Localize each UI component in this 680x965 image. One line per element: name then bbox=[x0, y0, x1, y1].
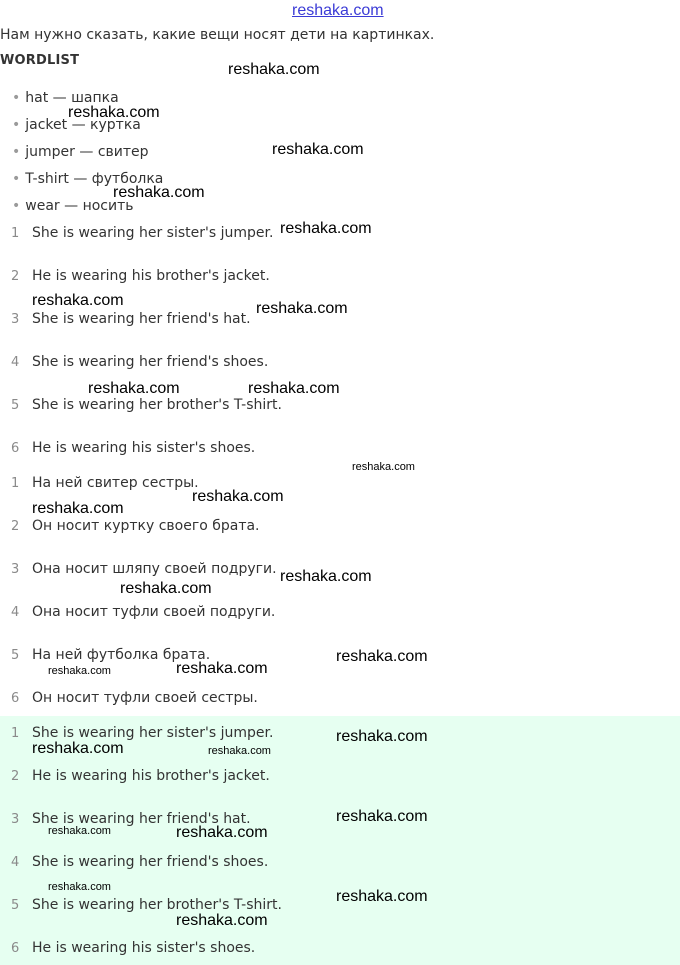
english-sentence: She is wearing her brother's T-shirt. bbox=[32, 397, 282, 413]
wordlist-item: • wear — носить bbox=[12, 198, 134, 214]
watermark: reshaka.com bbox=[48, 665, 111, 677]
item-number: 5 bbox=[11, 398, 20, 413]
english-sentence: He is wearing his sister's shoes. bbox=[32, 440, 256, 456]
item-number: 1 bbox=[11, 726, 20, 741]
watermark: reshaka.com bbox=[32, 500, 124, 517]
watermark: reshaka.com bbox=[280, 220, 372, 237]
item-number: 3 bbox=[11, 562, 20, 577]
bullet-icon: • bbox=[12, 171, 21, 187]
watermark: reshaka.com bbox=[68, 104, 160, 121]
watermark: reshaka.com bbox=[336, 808, 428, 825]
english-sentence: He is wearing his brother's jacket. bbox=[32, 268, 270, 284]
watermark: reshaka.com bbox=[176, 824, 268, 841]
watermark: reshaka.com bbox=[208, 745, 271, 757]
answer-sentence: She is wearing her brother's T-shirt. bbox=[32, 897, 282, 913]
wordlist-item: • jacket — куртка bbox=[12, 117, 141, 133]
item-number: 5 bbox=[11, 648, 20, 663]
watermark: reshaka.com bbox=[48, 881, 111, 893]
item-number: 4 bbox=[11, 605, 20, 620]
watermark: reshaka.com bbox=[336, 888, 428, 905]
watermark: reshaka.com bbox=[113, 184, 205, 201]
item-number: 6 bbox=[11, 941, 20, 956]
english-sentence: She is wearing her friend's shoes. bbox=[32, 354, 269, 370]
watermark: reshaka.com bbox=[228, 61, 320, 78]
watermark: reshaka.com bbox=[256, 300, 348, 317]
russian-sentence: На ней свитер сестры. bbox=[32, 475, 199, 491]
wordlist-item: • hat — шапка bbox=[12, 90, 119, 106]
answer-sentence: She is wearing her friend's shoes. bbox=[32, 854, 269, 870]
answer-sentence: She is wearing her sister's jumper. bbox=[32, 725, 274, 741]
item-number: 6 bbox=[11, 441, 20, 456]
watermark: reshaka.com bbox=[352, 461, 415, 473]
russian-sentence: На ней футболка брата. bbox=[32, 647, 211, 663]
watermark: reshaka.com bbox=[48, 825, 111, 837]
english-sentence: She is wearing her sister's jumper. bbox=[32, 225, 274, 241]
watermark: reshaka.com bbox=[176, 660, 268, 677]
item-number: 4 bbox=[11, 855, 20, 870]
watermark: reshaka.com bbox=[280, 568, 372, 585]
russian-sentence: Она носит туфли своей подруги. bbox=[32, 604, 276, 620]
wordlist-title: WORDLIST bbox=[0, 53, 80, 68]
wordlist-item: • jumper — свитер bbox=[12, 144, 149, 160]
item-number: 1 bbox=[11, 476, 20, 491]
item-number: 1 bbox=[11, 226, 20, 241]
russian-sentence: Она носит шляпу своей подруги. bbox=[32, 561, 277, 577]
watermark: reshaka.com bbox=[336, 728, 428, 745]
top-watermark-link[interactable]: reshaka.com bbox=[292, 2, 384, 19]
watermark: reshaka.com bbox=[272, 141, 364, 158]
answer-sentence: He is wearing his sister's shoes. bbox=[32, 940, 256, 956]
english-sentence: She is wearing her friend's hat. bbox=[32, 311, 251, 327]
item-number: 6 bbox=[11, 691, 20, 706]
wordlist-item: • T-shirt — футболка bbox=[12, 171, 164, 187]
answer-sentence: He is wearing his brother's jacket. bbox=[32, 768, 270, 784]
intro-text: Нам нужно сказать, какие вещи носят дети на картинках. bbox=[0, 27, 435, 43]
item-number: 4 bbox=[11, 355, 20, 370]
bullet-icon: • bbox=[12, 117, 21, 133]
bullet-icon: • bbox=[12, 198, 21, 214]
watermark: reshaka.com bbox=[192, 488, 284, 505]
item-number: 2 bbox=[11, 769, 20, 784]
item-number: 3 bbox=[11, 812, 20, 827]
bullet-icon: • bbox=[12, 90, 21, 106]
answer-sentence: She is wearing her friend's hat. bbox=[32, 811, 251, 827]
bullet-icon: • bbox=[12, 144, 21, 160]
watermark: reshaka.com bbox=[32, 740, 124, 757]
watermark: reshaka.com bbox=[88, 380, 180, 397]
watermark: reshaka.com bbox=[176, 912, 268, 929]
russian-sentence: Он носит куртку своего брата. bbox=[32, 518, 260, 534]
item-number: 5 bbox=[11, 898, 20, 913]
russian-sentence: Он носит туфли своей сестры. bbox=[32, 690, 258, 706]
item-number: 3 bbox=[11, 312, 20, 327]
item-number: 2 bbox=[11, 519, 20, 534]
watermark: reshaka.com bbox=[336, 648, 428, 665]
item-number: 2 bbox=[11, 269, 20, 284]
watermark: reshaka.com bbox=[120, 580, 212, 597]
watermark: reshaka.com bbox=[248, 380, 340, 397]
watermark: reshaka.com bbox=[32, 292, 124, 309]
